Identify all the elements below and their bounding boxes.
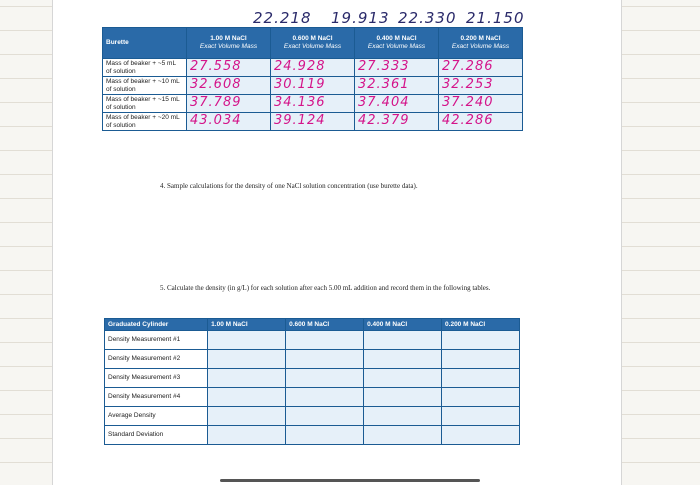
handwritten-value: 27.558	[190, 58, 242, 74]
notebook-line	[0, 270, 52, 271]
mass-cell[interactable]	[271, 113, 355, 131]
column-header: 0.200 M NaCl	[442, 319, 520, 331]
column-header: Burette	[103, 28, 187, 59]
density-cell[interactable]	[208, 369, 286, 388]
table-row	[105, 388, 520, 407]
row-label: Mass of beaker + ~20 mL of solution	[103, 113, 187, 131]
row-label: Density Measurement #3	[105, 369, 208, 388]
density-cell[interactable]	[208, 407, 286, 426]
density-cell[interactable]	[364, 388, 442, 407]
handwritten-total-2: 19.913	[331, 9, 390, 27]
mass-cell[interactable]	[355, 59, 439, 77]
row-label: Mass of beaker + ~5 mL of solution	[103, 59, 187, 77]
notebook-line	[622, 6, 700, 7]
right-notebook-margin	[622, 0, 700, 485]
density-cell[interactable]	[364, 407, 442, 426]
notebook-line	[0, 54, 52, 55]
column-header: 0.600 M NaCl Exact Volume Mass	[271, 28, 355, 59]
left-notebook-margin	[0, 0, 52, 485]
table-row	[105, 407, 520, 426]
notebook-line	[0, 366, 52, 367]
handwritten-value: 39.124	[274, 112, 326, 128]
notebook-line	[622, 198, 700, 199]
table-row	[105, 426, 520, 445]
notebook-line	[0, 246, 52, 247]
density-cell[interactable]	[208, 388, 286, 407]
home-indicator-bar	[220, 479, 480, 482]
notebook-line	[622, 438, 700, 439]
handwritten-value: 43.034	[190, 112, 242, 128]
row-label: Mass of beaker + ~15 mL of solution	[103, 95, 187, 113]
handwritten-value: 27.286	[442, 58, 494, 74]
notebook-line	[622, 342, 700, 343]
density-cell[interactable]	[442, 426, 520, 445]
mass-cell[interactable]	[439, 95, 523, 113]
table-row	[103, 77, 523, 95]
density-cell[interactable]	[286, 426, 364, 445]
notebook-line	[622, 222, 700, 223]
table-row	[105, 350, 520, 369]
notebook-line	[622, 270, 700, 271]
density-cell[interactable]	[442, 388, 520, 407]
notebook-line	[0, 78, 52, 79]
handwritten-value: 42.379	[358, 112, 410, 128]
notebook-line	[622, 366, 700, 367]
notebook-line	[622, 318, 700, 319]
handwritten-value: 27.333	[358, 58, 410, 74]
notebook-line	[0, 414, 52, 415]
density-cell[interactable]	[364, 331, 442, 350]
column-header: 0.600 M NaCl	[286, 319, 364, 331]
handwritten-total-4: 21.150	[466, 9, 525, 27]
handwritten-value: 32.253	[442, 76, 494, 92]
mass-cell[interactable]	[271, 95, 355, 113]
handwritten-total-1: 22.218	[253, 9, 312, 27]
mass-cell[interactable]	[271, 77, 355, 95]
handwritten-value: 34.136	[274, 94, 326, 110]
density-cell[interactable]	[442, 331, 520, 350]
notebook-line	[0, 6, 52, 7]
notebook-line	[0, 102, 52, 103]
notebook-line	[622, 126, 700, 127]
mass-cell[interactable]	[355, 95, 439, 113]
density-cell[interactable]	[364, 350, 442, 369]
table-row	[103, 113, 523, 131]
density-cell[interactable]	[208, 426, 286, 445]
handwritten-value: 24.928	[274, 58, 326, 74]
handwritten-value: 30.119	[274, 76, 326, 92]
notebook-line	[0, 438, 52, 439]
mass-cell[interactable]	[187, 113, 271, 131]
notebook-line	[622, 102, 700, 103]
column-header: 0.400 M NaCl Exact Volume Mass	[355, 28, 439, 59]
mass-cell[interactable]	[355, 113, 439, 131]
table-row	[103, 95, 523, 113]
row-label: Average Density	[105, 407, 208, 426]
row-label: Standard Deviation	[105, 426, 208, 445]
handwritten-value: 37.240	[442, 94, 494, 110]
mass-cell[interactable]	[439, 113, 523, 131]
notebook-line	[0, 30, 52, 31]
handwritten-value: 37.789	[190, 94, 242, 110]
handwritten-value: 37.404	[358, 94, 410, 110]
handwritten-value: 32.608	[190, 76, 242, 92]
notebook-line	[622, 390, 700, 391]
density-cell[interactable]	[208, 350, 286, 369]
density-cell[interactable]	[442, 369, 520, 388]
notebook-line	[0, 174, 52, 175]
notebook-line	[0, 198, 52, 199]
column-header: 1.00 M NaCl	[208, 319, 286, 331]
density-cell[interactable]	[364, 426, 442, 445]
density-cell[interactable]	[286, 407, 364, 426]
notebook-line	[622, 54, 700, 55]
notebook-line	[0, 294, 52, 295]
column-header: 0.400 M NaCl	[364, 319, 442, 331]
notebook-line	[622, 78, 700, 79]
notebook-line	[0, 462, 52, 463]
notebook-line	[622, 150, 700, 151]
handwritten-value: 42.286	[442, 112, 494, 128]
row-label: Mass of beaker + ~10 mL of solution	[103, 77, 187, 95]
density-cell[interactable]	[442, 407, 520, 426]
density-cell[interactable]	[364, 369, 442, 388]
row-label: Density Measurement #4	[105, 388, 208, 407]
notebook-line	[622, 294, 700, 295]
notebook-line	[0, 318, 52, 319]
table-header-row	[103, 28, 523, 59]
row-label: Density Measurement #1	[105, 331, 208, 350]
notebook-line	[0, 126, 52, 127]
notebook-line	[0, 342, 52, 343]
notebook-line	[622, 246, 700, 247]
notebook-line	[0, 222, 52, 223]
table-row	[103, 59, 523, 77]
table-row	[105, 369, 520, 388]
density-cell[interactable]	[208, 331, 286, 350]
question-5-text: 5. Calculate the density (in g/L) for each solution after each 5.00 mL addition and record them in the following tables.	[160, 284, 491, 292]
handwritten-total-3: 22.330	[398, 9, 457, 27]
table-header-row	[105, 319, 520, 331]
mass-cell[interactable]	[187, 77, 271, 95]
mass-cell[interactable]	[439, 59, 523, 77]
density-cell[interactable]	[286, 331, 364, 350]
column-header: 0.200 M NaCl Exact Volume Mass	[439, 28, 523, 59]
density-table	[104, 318, 520, 445]
mass-cell[interactable]	[187, 95, 271, 113]
column-header: Graduated Cylinder	[105, 319, 208, 331]
notebook-line	[622, 30, 700, 31]
notebook-line	[622, 414, 700, 415]
density-cell[interactable]	[286, 388, 364, 407]
mass-cell[interactable]	[271, 59, 355, 77]
mass-cell[interactable]	[355, 77, 439, 95]
density-cell[interactable]	[286, 350, 364, 369]
handwritten-value: 32.361	[358, 76, 410, 92]
mass-cell[interactable]	[187, 59, 271, 77]
notebook-line	[0, 150, 52, 151]
mass-cell[interactable]	[439, 77, 523, 95]
question-4-text: 4. Sample calculations for the density of one NaCl solution concentration (use burette data).	[160, 182, 418, 190]
table-row	[105, 331, 520, 350]
column-header: 1.00 M NaCl Exact Volume Mass	[187, 28, 271, 59]
notebook-line	[0, 390, 52, 391]
notebook-line	[622, 174, 700, 175]
burette-data-table	[102, 27, 523, 131]
density-cell[interactable]	[286, 369, 364, 388]
notebook-line	[622, 462, 700, 463]
density-cell[interactable]	[442, 350, 520, 369]
row-label: Density Measurement #2	[105, 350, 208, 369]
